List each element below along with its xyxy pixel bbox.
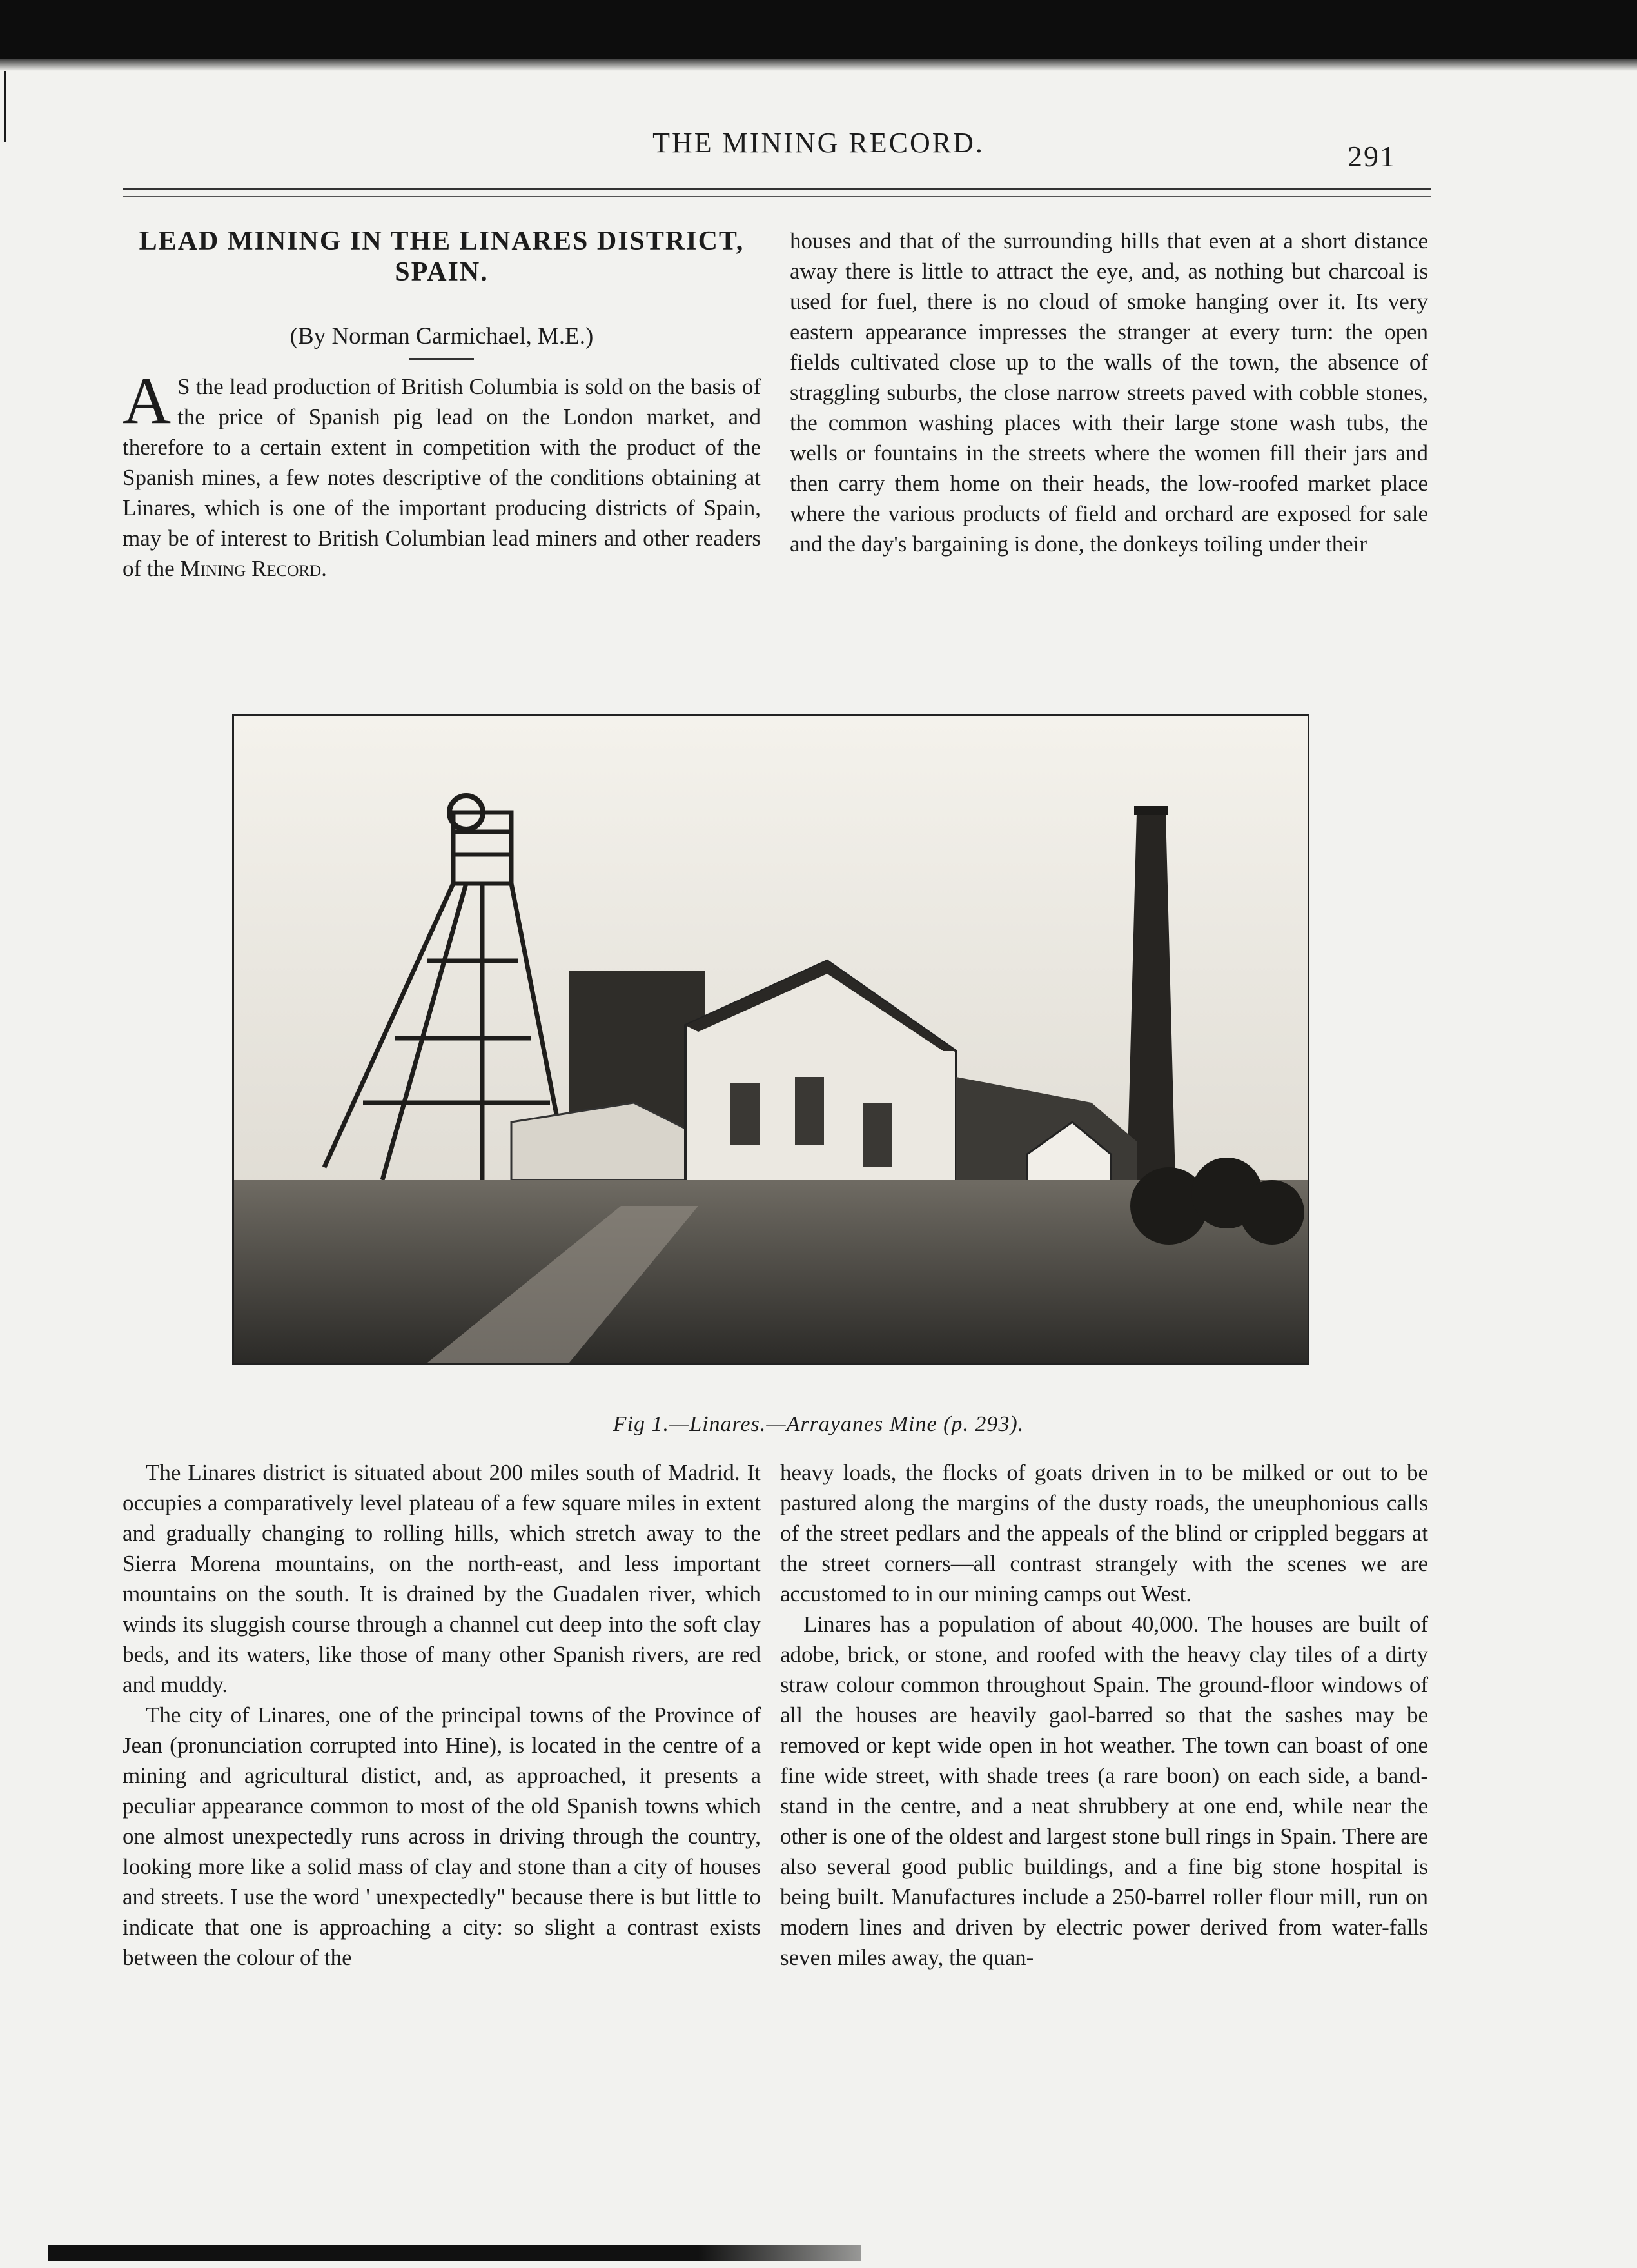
body-paragraph: Linares has a population of about 40,000. The houses are built of adobe, brick, or stone, and roofed with the heavy clay tiles of a dirty straw colour common throughout Spain. The ground-floor windows of all the houses are heavily gaol-barred so that the sashes may be removed or kept wide open in hot weather. The town can boast of one fine wide street, with shade trees (a rare boon) on each side, a band-stand in the centre, and a neat shrubbery at one end, while near the other is one of the oldest and largest stone bull rings in Spain. There are also several good public buildings, and a fine big stone hospital is being built. Manufactures include a 250-barrel roller flour mill, run on modern lines and driven by electric power derived from water-falls seven miles away, the quan- [780, 1612, 1428, 1970]
header-rule [123, 188, 1431, 190]
article-left-column-bottom [123, 1457, 761, 1973]
article-right-column-bottom [780, 1457, 1428, 1973]
publication-name: Mining Record. [180, 556, 327, 581]
body-paragraph: heavy loads, the flocks of goats driven in to be milked or out to be pastured along the margins of the dusty roads, the uneuphonious calls of the street pedlars and the appeals of the blind or crippled beggars at the street corners—all contrast strangely with the scenes we are accustomed to in our mining camps out West. [780, 1460, 1428, 1606]
page-number: 291 [1348, 140, 1396, 173]
figure-caption: Fig 1.—Linares.—Arrayanes Mine (p. 293). [613, 1412, 1024, 1436]
photo-illustration [234, 716, 1308, 1363]
article-right-column-top [790, 226, 1428, 559]
byline-rule [409, 358, 474, 360]
article-title: LEAD MINING IN THE LINARES DISTRICT, SPAIN. [139, 226, 745, 287]
body-paragraph: The city of Linares, one of the principal towns of the Province of Jean (pronunciation corrupted into Hine), is located in the centre of a mining and agricultural distict, and, as approached, it presents a peculiar appearance common to most of the old Spanish towns which one almost unexpectedly runs across in driving through the country, looking more like a solid mass of clay and stone than a city of houses and streets. I use the word ' unexpectedly" because there is but little to indicate that one is approaching a city: so slight a contrast exists between the colour of the [123, 1702, 761, 1970]
drop-cap: A [123, 364, 172, 438]
right-top-paragraph: houses and that of the surrounding hills that even at a short distance away there is little to attract the eye, and, as nothing but charcoal is used for fuel, there is no cloud of smoke hanging over it. Its very eastern appearance impresses the stranger at every turn: the open fields cultivated close up to the walls of the town, the absence of straggling suburbs, the close narrow streets paved with cobble stones, the common washing places with their large stone wash tubs, the wells or fountains in the streets where the women fill their jars and then carry them home on their heads, the low-roofed market place where the various products of field and orchard are exposed for sale and the day's bargaining is done, the donkeys toiling under their [790, 228, 1428, 557]
scan-border-shadow [0, 59, 1637, 71]
running-head-title: THE MINING RECORD. [652, 127, 985, 159]
article-byline: (By Norman Carmichael, M.E.) [289, 323, 594, 350]
scan-bottom-border [48, 2245, 861, 2261]
intro-text: S the lead production of British Columbia is sold on the basis of the price of Spanish pig lead on the London market, and therefore to a certain extent in competition with the product of the Spanish mines, a few notes descriptive of the conditions obtaining at Linares, which is one of the important producing districts of Spain, may be of interest to British Columbian lead miners and other readers of the [123, 374, 761, 581]
mine-photograph [232, 714, 1309, 1365]
article-left-column [123, 226, 761, 584]
header-rule-thin [123, 196, 1431, 197]
scan-top-border [0, 0, 1637, 59]
intro-paragraph [123, 364, 761, 584]
body-paragraph: The Linares district is situated about 200 miles south of Madrid. It occupies a comparatively level plateau of a few square miles in extent and gradually changing to rolling hills, which stretch away to the Sierra Morena mountains, on the north-east, and less important mountains on the south. It is drained by the Guadalen river, which winds its sluggish course through a channel cut deep into the soft clay beds, and its waters, like those of many other Spanish rivers, are red and muddy. [123, 1460, 761, 1697]
